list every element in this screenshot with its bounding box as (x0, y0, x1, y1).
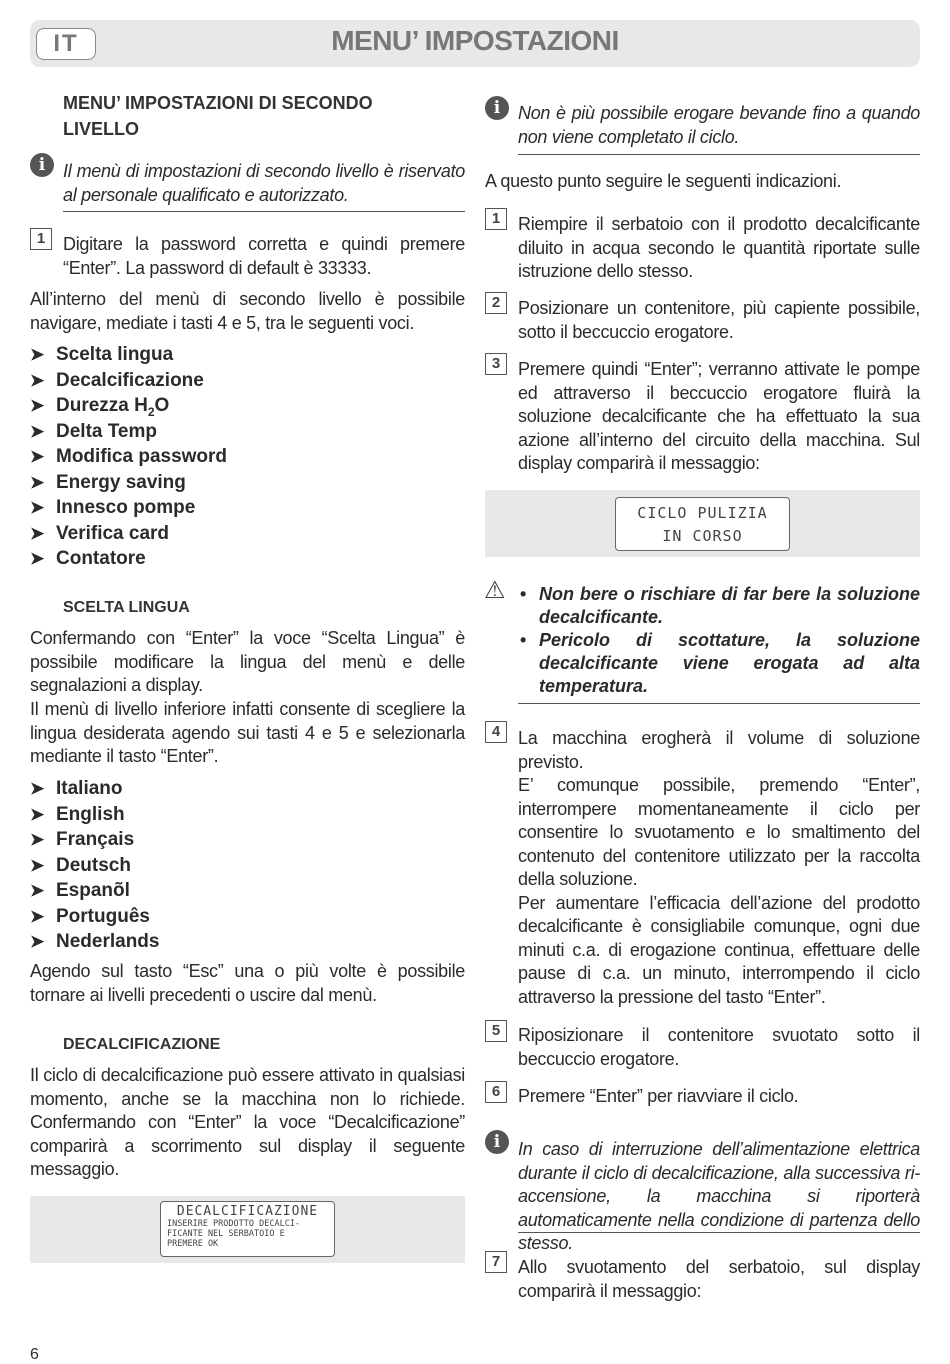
info-icon: i (485, 1130, 509, 1154)
page-number: 6 (30, 1346, 39, 1363)
arrow-icon: ➤ (30, 472, 45, 492)
list-item: ➤ Delta Temp (30, 419, 227, 445)
display-message: DECALCIFICAZIONE INSERIRE PRODOTTO DECALCI- FICANTE NEL SERBATOIO E PREMERE OK (160, 1201, 335, 1257)
list-item: ➤ Français (30, 827, 159, 853)
list-item: ➤ Contatore (30, 546, 227, 572)
info-note: Il menù di impostazioni di secondo livello è riservato al personale qualificato e autorizzato. (63, 161, 465, 205)
arrow-icon: ➤ (30, 498, 45, 517)
paragraph: Il ciclo di decalcificazione può essere attivato in qualsiasi momento, anche se la macchina non lo richiede. Confermando con “Enter” la voce “Decalcificazione” comparirà a scorrimento sul display il seguente messaggio. (30, 1065, 465, 1179)
step-number: 5 (485, 1020, 507, 1042)
info-note: In caso di interruzione dell’alimentazione elettrica durante il ciclo di decalcificazione, alla successiva ri-accensione, la macchina si riporterà automaticamente nella condizione di partenza dello stesso. (518, 1139, 920, 1253)
paragraph: Il menù di livello inferiore infatti consente di scegliere la lingua desiderata agendo sui tasti 4 e 5 e selezionarla mediante il tasto “Enter”. (30, 699, 465, 766)
info-icon: i (30, 153, 54, 177)
step-text: Digitare la password corretta e quindi premere “Enter”. La password di default è 33333. (63, 234, 465, 278)
display-message: CICLO PULIZIA IN CORSO (615, 497, 790, 551)
list-item: ➤ Scelta lingua (30, 342, 227, 368)
page-title: MENU’ IMPOSTAZIONI (331, 25, 619, 56)
step-number: 1 (30, 228, 52, 250)
arrow-icon: ➤ (30, 345, 45, 364)
list-item: ➤ Durezza $H_2O$ (30, 395, 170, 419)
step-text: Allo svuotamento del serbatoio, sul display comparirà il messaggio: (518, 1257, 920, 1301)
list-item: ➤ Deutsch (30, 853, 159, 879)
list-item: ➤ Italiano (30, 776, 159, 802)
list-item: ➤ Innesco pompe (30, 495, 227, 521)
list-item: ➤ Espanõl (30, 878, 159, 904)
divider (63, 211, 465, 212)
paragraph: Confermando con “Enter” la voce “Scelta Lingua” è possibile modificare la lingua del menù e delle segnalazioni a display. (30, 628, 465, 695)
language-badge: IT (36, 28, 96, 60)
step-number: 3 (485, 353, 507, 375)
warning-item: • Pericolo di scottature, la soluzione decalcificante viene erogata ad alta temperatura. (518, 629, 920, 698)
warning-list (518, 583, 920, 698)
step-text: Premere quindi “Enter”; verranno attivate le pompe ed attraverso il beccuccio erogatore fluirà la soluzione decalcificante che ha effettuato la sua azione all’interno del circuito della macchina. Sul display comparirà il messaggio: (518, 359, 920, 473)
arrow-icon: ➤ (30, 881, 45, 900)
step-text: La macchina erogherà il volume di soluzione previsto. E’ comunque possibile, premendo “Enter”, interrompere momentaneamente il ciclo per consentire lo svuotamento e lo smaltimento del contenuto del contenitore utilizzato per la raccolta della soluzione. Per aumentare l’efficacia dell’azione del prodotto decalcificante è consigliabile comunque, ogni due minuti c.a. di erogazione continua, effettuare delle pause di c.a. un minuto, interrompendo il ciclo attraverso la pressione del tasto “Enter”. (518, 728, 920, 1007)
list-item: ➤ Nederlands (30, 929, 159, 955)
list-item: ➤ Verifica card (30, 521, 227, 547)
info-note: Non è più possibile erogare bevande fino a quando non viene completato il ciclo. (518, 103, 920, 147)
list-item: ➤ English (30, 802, 159, 828)
step-number: 1 (485, 208, 507, 230)
info-icon: i (485, 96, 509, 120)
arrow-icon: ➤ (30, 932, 45, 951)
section-heading: MENU’ IMPOSTAZIONI DI SECONDO LIVELLO (63, 93, 373, 139)
step-number: 7 (485, 1251, 507, 1273)
arrow-icon: ➤ (30, 830, 45, 849)
list-item: ➤ Energy saving (30, 470, 227, 496)
arrow-icon: ➤ (30, 906, 45, 926)
arrow-icon: ➤ (30, 396, 45, 415)
list-item: ➤ Português (30, 904, 159, 930)
list-item: ➤ Decalcificazione (30, 368, 227, 394)
arrow-icon: ➤ (30, 804, 45, 824)
subheading: SCELTA LINGUA (63, 599, 190, 616)
arrow-icon: ➤ (30, 549, 45, 568)
arrow-icon: ➤ (30, 523, 45, 543)
menu-list (30, 342, 227, 572)
list-item: ➤ Modifica password (30, 444, 227, 470)
arrow-icon: ➤ (30, 421, 45, 441)
step-text: Posizionare un contenitore, più capiente possibile, sotto il beccuccio erogatore. (518, 298, 920, 342)
subheading: DECALCIFICAZIONE (63, 1036, 221, 1053)
divider (518, 703, 920, 704)
arrow-icon: ➤ (30, 855, 45, 875)
step-number: 2 (485, 292, 507, 314)
warning-item: • Non bere o rischiare di far bere la soluzione decalcificante. (518, 583, 920, 629)
step-number: 6 (485, 1081, 507, 1103)
paragraph: All’interno del menù di secondo livello è possibile navigare, mediate i tasti 4 e 5, tra le seguenti voci. (30, 289, 465, 333)
arrow-icon: ➤ (30, 370, 45, 390)
paragraph: Agendo sul tasto “Esc” una o più volte è possibile tornare ai livelli precedenti o uscire dal menù. (30, 961, 465, 1005)
divider (518, 1232, 920, 1233)
paragraph: A questo punto seguire le seguenti indicazioni. (485, 171, 842, 191)
step-text: Riposizionare il contenitore svuotato sotto il beccuccio erogatore. (518, 1025, 920, 1069)
arrow-icon: ➤ (30, 447, 45, 466)
divider (518, 154, 920, 155)
arrow-icon: ➤ (30, 779, 45, 798)
language-list (30, 776, 159, 955)
step-text: Riempire il serbatoio con il prodotto decalcificante diluito in acqua secondo le quantità riportate sulle istruzione dello stesso. (518, 214, 920, 281)
step-text: Premere “Enter” per riavviare il ciclo. (518, 1086, 799, 1106)
step-number: 4 (485, 721, 507, 743)
warning-icon: ⚠ (484, 577, 506, 604)
